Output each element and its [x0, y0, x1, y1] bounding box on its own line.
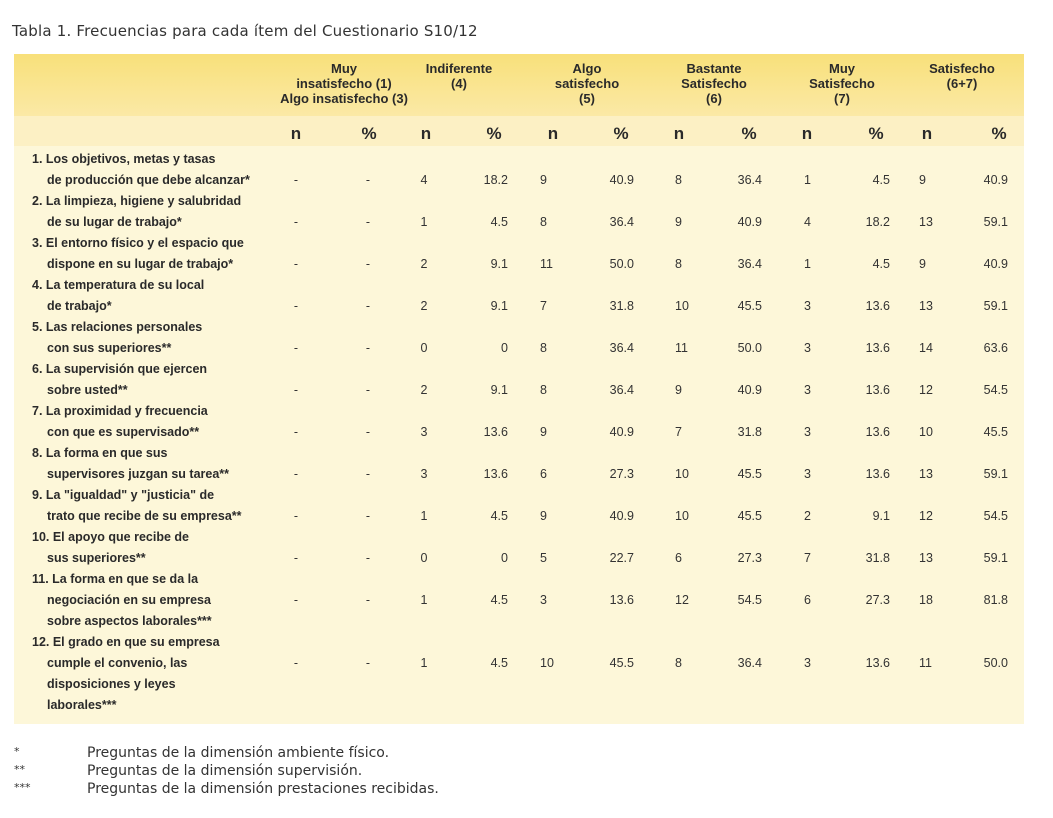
table-row	[14, 149, 1024, 191]
frequency-table	[14, 54, 1024, 724]
cell-n: 3	[804, 299, 811, 313]
cell-pct: 36.4	[609, 383, 634, 397]
cell-pct: 13.6	[483, 467, 508, 481]
table-row	[14, 527, 1024, 569]
header-line: insatisfecho (1)	[296, 76, 392, 91]
cell-pct: 54.5	[983, 383, 1008, 397]
row-item-line: 8. La forma en que sus	[32, 446, 168, 460]
cell-pct: 13.6	[865, 383, 890, 397]
cell-pct: 45.5	[737, 299, 762, 313]
table-row	[14, 401, 1024, 443]
cell-pct: 4.5	[872, 257, 890, 271]
footnote-symbol: *	[14, 745, 20, 758]
row-item-line: de trabajo*	[47, 299, 112, 313]
cell-n: 2	[420, 299, 428, 313]
header-line: (6+7)	[946, 76, 978, 91]
cell-n: 9	[540, 425, 547, 439]
cell-pct: 45.5	[609, 656, 634, 670]
cell-n: 13	[919, 215, 933, 229]
cell-pct: -	[365, 509, 371, 523]
cell-n: 1	[804, 173, 811, 187]
row-item-line: 10. El apoyo que recibe de	[32, 530, 190, 544]
cell-pct: 63.6	[983, 341, 1008, 355]
row-item-line: 4. La temperatura de su local	[32, 278, 205, 292]
cell-n: 8	[540, 341, 547, 355]
row-item-line: 7. La proximidad y frecuencia	[32, 404, 208, 418]
row-item-line: laborales***	[47, 698, 117, 712]
table-row	[14, 632, 1024, 716]
subheader-pct: %	[361, 124, 377, 143]
cell-n: 11	[675, 341, 688, 355]
cell-n: 8	[675, 173, 682, 187]
row-item-line: dispone en su lugar de trabajo*	[47, 257, 234, 271]
table-row	[14, 443, 1024, 485]
cell-pct: 40.9	[609, 173, 634, 187]
header-line: (7)	[834, 91, 850, 106]
cell-n: -	[293, 425, 299, 439]
cell-n: 2	[804, 509, 811, 523]
cell-pct: 59.1	[983, 215, 1008, 229]
cell-n: 9	[919, 257, 926, 271]
row-item-label	[32, 569, 212, 632]
cell-pct: 13.6	[483, 425, 508, 439]
cell-n: 9	[540, 173, 547, 187]
row-item-line: sus superiores**	[47, 551, 146, 565]
cell-n: 3	[804, 425, 811, 439]
cell-pct: -	[365, 551, 371, 565]
row-item-line: disposiciones y leyes	[47, 677, 176, 691]
cell-n: 1	[420, 215, 428, 229]
cell-n: 7	[804, 551, 811, 565]
subheader-n: n	[921, 124, 933, 143]
header-line: Algo	[572, 61, 602, 76]
cell-n: 18	[919, 593, 933, 607]
cell-pct: 36.4	[737, 173, 762, 187]
header-indiferente	[409, 61, 509, 91]
row-item-line: 1. Los objetivos, metas y tasas	[32, 152, 216, 166]
subheader-n: n	[547, 124, 559, 143]
table-row	[14, 275, 1024, 317]
cell-pct: 50.0	[609, 257, 634, 271]
cell-n: 9	[675, 215, 682, 229]
header-line: Satisfecho	[681, 76, 747, 91]
cell-pct: -	[365, 425, 371, 439]
cell-pct: 40.9	[983, 257, 1008, 271]
cell-n: 3	[804, 656, 811, 670]
cell-n: 6	[804, 593, 811, 607]
cell-n: 1	[420, 509, 428, 523]
cell-pct: 50.0	[737, 341, 762, 355]
row-item-label	[32, 527, 189, 569]
cell-n: 1	[420, 593, 428, 607]
cell-n: 1	[804, 257, 811, 271]
cell-pct: -	[365, 299, 371, 313]
cell-pct: 13.6	[865, 341, 890, 355]
table-row	[14, 485, 1024, 527]
cell-n: -	[293, 299, 299, 313]
cell-n: 8	[675, 257, 682, 271]
subheader-pct: %	[486, 124, 502, 143]
cell-pct: 27.3	[865, 593, 890, 607]
cell-n: 14	[919, 341, 933, 355]
cell-n: -	[293, 341, 299, 355]
cell-pct: 27.3	[609, 467, 634, 481]
cell-n: 7	[540, 299, 547, 313]
cell-pct: -	[365, 383, 371, 397]
cell-n: -	[293, 593, 299, 607]
row-item-line: 11. La forma en que se da la	[32, 572, 199, 586]
header-line: Bastante	[686, 61, 742, 76]
cell-pct: 36.4	[609, 341, 634, 355]
cell-pct: 36.4	[737, 656, 762, 670]
row-item-line: de su lugar de trabajo*	[47, 215, 182, 229]
row-item-label	[32, 317, 202, 359]
cell-n: 10	[675, 299, 689, 313]
cell-pct: 13.6	[865, 299, 890, 313]
cell-pct: 4.5	[490, 215, 508, 229]
subheader-n: n	[801, 124, 813, 143]
row-item-line: 9. La "igualdad" y "justicia" de	[32, 488, 215, 502]
cell-pct: 31.8	[865, 551, 890, 565]
cell-pct: 31.8	[737, 425, 762, 439]
cell-pct: 22.7	[609, 551, 634, 565]
cell-pct: 0	[501, 551, 508, 565]
cell-pct: 13.6	[865, 656, 890, 670]
cell-pct: 54.5	[983, 509, 1008, 523]
row-item-line: 6. La supervisión que ejercen	[32, 362, 208, 376]
row-item-line: 5. Las relaciones personales	[32, 320, 203, 334]
footnote-text: Preguntas de la dimensión supervisión.	[87, 763, 363, 779]
row-item-line: cumple el convenio, las	[47, 656, 188, 670]
cell-pct: 36.4	[737, 257, 762, 271]
cell-pct: 9.1	[872, 509, 890, 523]
row-item-label	[32, 443, 229, 485]
cell-pct: 40.9	[737, 215, 762, 229]
cell-n: 10	[675, 509, 689, 523]
row-item-line: 12. El grado en que su empresa	[32, 635, 220, 649]
cell-n: 13	[919, 551, 933, 565]
cell-n: -	[293, 551, 299, 565]
footnote-symbol: **	[14, 763, 25, 776]
cell-pct: 36.4	[609, 215, 634, 229]
header-muy-insatisfecho	[269, 61, 419, 106]
cell-n: 10	[675, 467, 689, 481]
cell-n: 8	[675, 656, 682, 670]
cell-pct: 40.9	[737, 383, 762, 397]
cell-n: 10	[919, 425, 933, 439]
cell-pct: 18.2	[865, 215, 890, 229]
row-item-line: negociación en su empresa	[47, 593, 211, 607]
header-line: (5)	[579, 91, 595, 106]
cell-pct: 31.8	[609, 299, 634, 313]
cell-n: 12	[919, 509, 933, 523]
row-item-line: con que es supervisado**	[47, 425, 200, 439]
cell-n: 11	[919, 656, 932, 670]
table-row	[14, 359, 1024, 401]
cell-n: 8	[540, 215, 547, 229]
cell-n: -	[293, 656, 299, 670]
cell-pct: 27.3	[737, 551, 762, 565]
cell-pct: 45.5	[737, 509, 762, 523]
header-line: Indiferente	[425, 61, 493, 76]
cell-pct: 54.5	[737, 593, 762, 607]
cell-pct: 40.9	[983, 173, 1008, 187]
cell-n: 13	[919, 467, 933, 481]
footnote-symbol: ***	[14, 781, 31, 794]
cell-n: -	[293, 173, 299, 187]
row-item-line: 2. La limpieza, higiene y salubridad	[32, 194, 242, 208]
cell-pct: -	[365, 467, 371, 481]
cell-pct: 59.1	[983, 551, 1008, 565]
subheader-n: n	[290, 124, 302, 143]
cell-pct: 45.5	[737, 467, 762, 481]
header-bastante-satisfecho	[664, 61, 764, 106]
row-item-label	[32, 632, 220, 716]
header-muy-satisfecho	[792, 61, 892, 106]
cell-pct: 9.1	[490, 257, 508, 271]
header-satisfecho-6-7	[912, 61, 1012, 91]
cell-pct: -	[365, 215, 371, 229]
row-item-line: 3. El entorno físico y el espacio que	[32, 236, 244, 250]
row-item-label	[32, 401, 208, 443]
table-row	[14, 317, 1024, 359]
cell-n: 12	[675, 593, 689, 607]
row-item-line: sobre usted**	[47, 383, 128, 397]
cell-pct: -	[365, 593, 371, 607]
header-line: Muy	[829, 61, 855, 76]
cell-pct: 45.5	[983, 425, 1008, 439]
cell-pct: 4.5	[872, 173, 890, 187]
row-item-label	[32, 485, 242, 527]
cell-n: 9	[675, 383, 682, 397]
cell-n: 9	[919, 173, 926, 187]
cell-n: 0	[420, 551, 428, 565]
row-item-line: trato que recibe de su empresa**	[47, 509, 242, 523]
cell-n: 11	[540, 257, 553, 271]
cell-n: 6	[540, 467, 547, 481]
row-item-line: de producción que debe alcanzar*	[47, 173, 250, 187]
cell-pct: 40.9	[609, 509, 634, 523]
row-item-label	[32, 275, 204, 317]
cell-n: 1	[420, 656, 428, 670]
cell-pct: 4.5	[490, 509, 508, 523]
cell-n: 5	[540, 551, 547, 565]
cell-pct: 59.1	[983, 299, 1008, 313]
subheader-pct: %	[868, 124, 884, 143]
subheader-n: n	[420, 124, 432, 143]
cell-pct: 4.5	[490, 593, 508, 607]
header-line: Algo insatisfecho (3)	[280, 91, 408, 106]
cell-n: 9	[540, 509, 547, 523]
header-line: Muy	[331, 61, 357, 76]
cell-n: 3	[540, 593, 547, 607]
cell-n: 0	[420, 341, 428, 355]
subheader-n: n	[673, 124, 685, 143]
cell-pct: -	[365, 656, 371, 670]
cell-n: 4	[420, 173, 428, 187]
cell-n: 12	[919, 383, 933, 397]
cell-n: -	[293, 509, 299, 523]
cell-n: 2	[420, 383, 428, 397]
cell-n: 13	[919, 299, 933, 313]
cell-n: -	[293, 257, 299, 271]
cell-n: 7	[675, 425, 682, 439]
cell-pct: 4.5	[490, 656, 508, 670]
cell-n: 8	[540, 383, 547, 397]
row-item-label	[32, 149, 250, 191]
cell-n: 3	[804, 383, 811, 397]
cell-n: -	[293, 215, 299, 229]
row-item-label	[32, 191, 241, 233]
footnote-text: Preguntas de la dimensión ambiente físico.	[87, 745, 390, 761]
cell-n: 3	[804, 341, 811, 355]
cell-pct: 9.1	[490, 383, 508, 397]
row-item-line: supervisores juzgan su tarea**	[47, 467, 230, 481]
table-row	[14, 233, 1024, 275]
cell-pct: 59.1	[983, 467, 1008, 481]
header-line: Satisfecho	[809, 76, 875, 91]
row-item-label	[32, 233, 244, 275]
table-row	[14, 569, 1024, 632]
table-caption: Tabla 1. Frecuencias para cada ítem del Cuestionario S10/12	[12, 22, 478, 40]
cell-n: 4	[804, 215, 811, 229]
cell-n: 2	[420, 257, 428, 271]
cell-n: 3	[420, 425, 428, 439]
cell-n: 3	[804, 467, 811, 481]
header-line: (6)	[706, 91, 722, 106]
cell-pct: 0	[501, 341, 508, 355]
cell-n: 10	[540, 656, 554, 670]
row-item-line: con sus superiores**	[47, 341, 172, 355]
row-item-label	[32, 359, 207, 401]
cell-pct: 81.8	[983, 593, 1008, 607]
cell-pct: -	[365, 173, 371, 187]
header-line: Satisfecho	[929, 61, 995, 76]
cell-pct: 13.6	[609, 593, 634, 607]
subheader-pct: %	[613, 124, 629, 143]
header-line: satisfecho	[554, 76, 620, 91]
cell-pct: 13.6	[865, 425, 890, 439]
footnote-text: Preguntas de la dimensión prestaciones recibidas.	[87, 781, 439, 797]
subheader-pct: %	[991, 124, 1007, 143]
row-item-line: sobre aspectos laborales***	[47, 614, 212, 628]
cell-pct: 40.9	[609, 425, 634, 439]
header-line: (4)	[451, 76, 467, 91]
subheader-pct: %	[741, 124, 757, 143]
cell-pct: 50.0	[983, 656, 1008, 670]
cell-pct: -	[365, 341, 371, 355]
cell-n: -	[293, 383, 299, 397]
table-row	[14, 191, 1024, 233]
cell-n: 6	[675, 551, 682, 565]
cell-pct: 13.6	[865, 467, 890, 481]
header-algo-satisfecho	[537, 61, 637, 106]
cell-n: -	[293, 467, 299, 481]
cell-pct: -	[365, 257, 371, 271]
cell-pct: 9.1	[490, 299, 508, 313]
cell-pct: 18.2	[483, 173, 508, 187]
cell-n: 3	[420, 467, 428, 481]
